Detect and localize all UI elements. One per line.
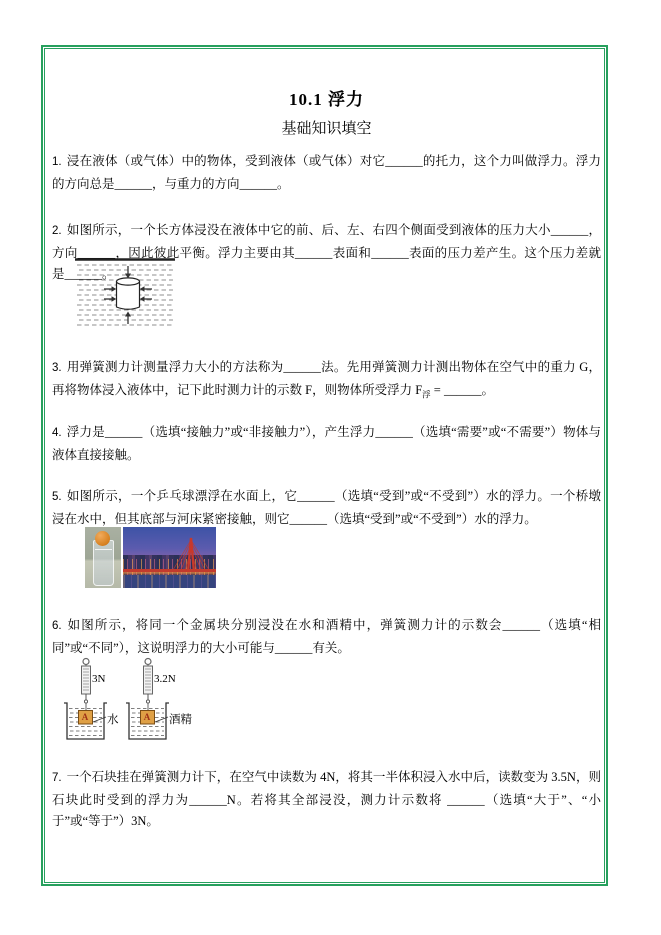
alcohol-label: 酒精 xyxy=(169,714,192,726)
question-4 xyxy=(52,422,601,466)
pingpong-ball xyxy=(95,531,110,546)
question-4-text: 浮力是______（选填“接触力”或“非接触力”），产生浮力______（选填“需要”或“不需要”）物体与液体直接接触。 xyxy=(52,425,601,462)
question-5-text: 如图所示，一个乒乓球漂浮在水面上，它______（选填“受到”或“不受到”）水的浮力。一个桥墩浸在水中，但其底部与河床紧密接触，则它______（选填“受到”或“不受到”）水的浮力。 xyxy=(52,489,601,526)
question-7-text: 一个石块挂在弹簧测力计下，在空气中读数为 4N，将其一半体积浸入水中后，读数变为 3.5N，则石块此时受到的浮力为______N。若将其全部浸没，测力计示数将 ______（选填“大于”、“小于”或“等于”）3N。 xyxy=(52,770,601,829)
question-6-text: 如图所示，将同一个金属块分别浸没在水和酒精中，弹簧测力计的示数会______（选填“相同”或“不同”），这说明浮力的大小可能与______有关。 xyxy=(52,618,601,655)
water-glass xyxy=(93,540,114,586)
question-5-photos xyxy=(85,527,216,588)
question-5 xyxy=(52,486,601,530)
left-scale-reading: 3N xyxy=(92,673,106,685)
question-7-number: 7. xyxy=(52,772,62,784)
spring-scale-experiment-figure xyxy=(62,657,202,752)
question-6-number: 6. xyxy=(52,620,62,632)
question-2-text: 如图所示，一个长方体浸没在液体中它的前、后、左、右四个侧面受到液体的压力大小______，方向______，因此彼此平衡。浮力主要由其______表面和______表面的压力差产生。这个压力差就是______。 xyxy=(52,223,601,282)
submerged-cylinder-figure xyxy=(75,258,175,329)
question-7 xyxy=(52,767,601,833)
right-block-label: A xyxy=(143,712,151,722)
water-label: 水 xyxy=(107,714,119,726)
question-1 xyxy=(52,151,601,195)
right-setup xyxy=(126,659,169,740)
bridge-pier-photo xyxy=(123,527,216,588)
question-1-text: 浸在液体（或气体）中的物体，受到液体（或气体）对它______的托力，这个力叫做浮力。浮力的方向总是______，与重力的方向______。 xyxy=(52,154,601,191)
question-1-number: 1. xyxy=(52,156,62,168)
right-scale-reading: 3.2N xyxy=(154,673,176,685)
cylinder xyxy=(117,278,140,309)
buoyancy-subscript: 浮 xyxy=(422,389,431,400)
water-surface xyxy=(95,549,112,550)
question-6 xyxy=(52,615,601,659)
question-3 xyxy=(52,357,601,406)
question-5-number: 5. xyxy=(52,491,62,503)
question-4-number: 4. xyxy=(52,427,62,439)
question-2-number: 2. xyxy=(52,225,62,237)
document-subtitle: 基础知识填空 xyxy=(281,121,372,137)
question-3-text: 用弹簧测力计测量浮力大小的方法称为______法。先用弹簧测力计测出物体在空气中的重力 G，再将物体浸入液体中，记下此时测力计的示数 F，则物体所受浮力 F xyxy=(52,360,601,397)
spring-scale-figure-drawing xyxy=(62,657,202,752)
water-reflections xyxy=(123,575,216,588)
question-3-number: 3. xyxy=(52,362,62,374)
document-title: 10.1 浮力 xyxy=(289,90,364,109)
pingpong-ball-photo xyxy=(85,527,121,588)
left-setup xyxy=(64,659,107,740)
bridge-pylon xyxy=(171,536,211,572)
left-block-label: A xyxy=(81,712,89,722)
question-3-text-after: = ______。 xyxy=(430,382,494,397)
